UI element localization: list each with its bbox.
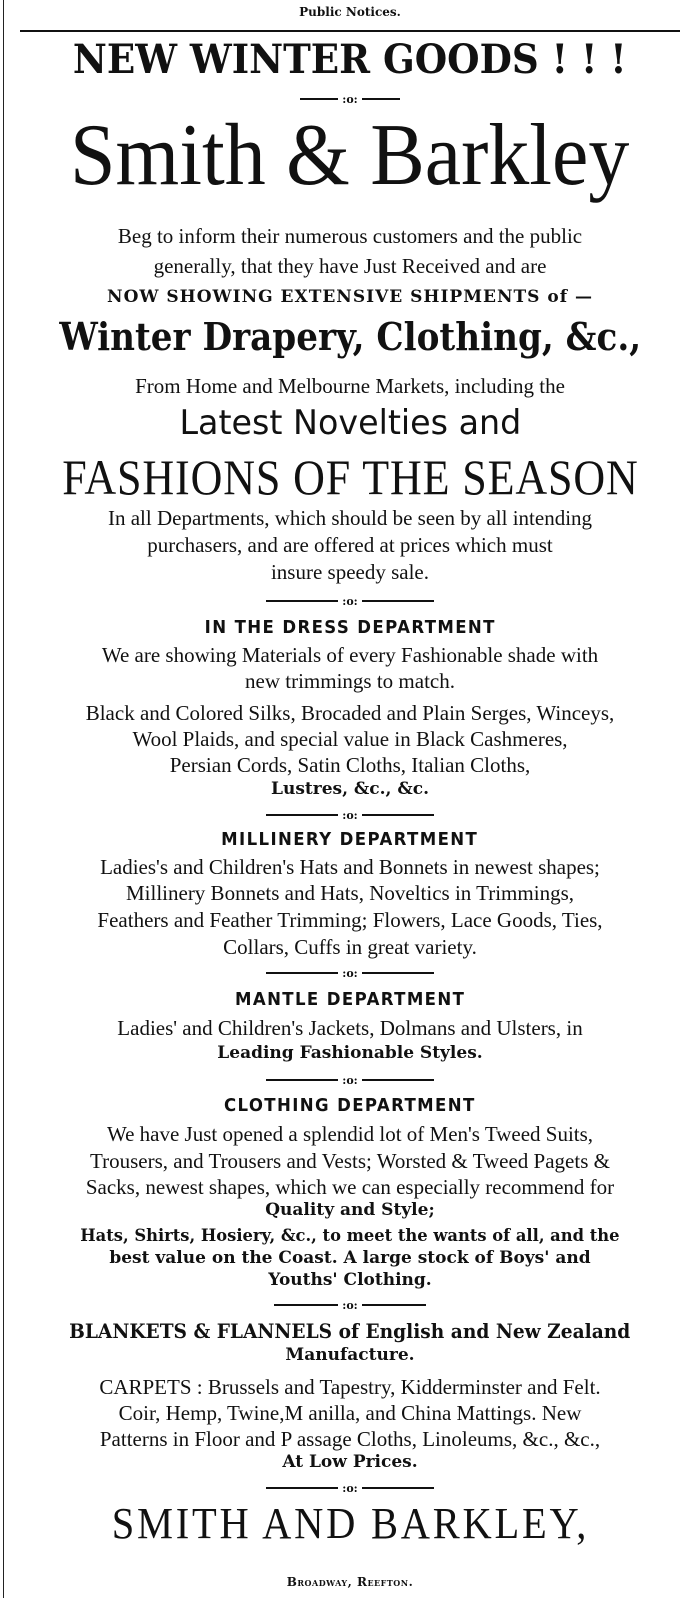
millinery-heading: MILLINERY DEPARTMENT (221, 829, 479, 850)
mantle-heading: MANTLE DEPARTMENT (234, 989, 466, 1010)
intro-line-3: NOW SHOWING EXTENSIVE SHIPMENTS of — (107, 287, 593, 307)
dress-line: We are showing Materials of every Fashionable shade with (101, 643, 599, 667)
blankets-line: BLANKETS & FLANNELS of English and New Zealand (69, 1319, 631, 1343)
column-border (3, 0, 4, 1598)
carpets-line: CARPETS : Brussels and Tapestry, Kidderminster and Felt. (99, 1375, 601, 1399)
source-line: From Home and Melbourne Markets, including the (135, 374, 565, 398)
dress-line: new trimmings to match. (245, 669, 455, 693)
clothing-heading-row (6, 1097, 694, 1115)
clothing-line-bold-row (6, 1250, 694, 1267)
millinery-line: Ladies's and Children's Hats and Bonnets in newest shapes; (100, 855, 600, 879)
intro-line-2: generally, that they have Just Received and are (153, 254, 547, 278)
clothing-line: Trousers, and Trousers and Vests; Worsted & Tweed Pagets & (90, 1149, 610, 1173)
firm-name: Smith & Barkley (70, 107, 630, 204)
fashions-line: FASHIONS OF THE SEASON (61, 449, 639, 505)
carpets-bold-row (6, 1454, 694, 1471)
separator: :o: (6, 966, 694, 980)
carpets-line: At Low Prices. (282, 1452, 418, 1472)
blankets-row (6, 1321, 694, 1342)
section-label: Public Notices. (299, 5, 401, 19)
dress-line-bold-row (6, 781, 694, 798)
carpets-line: Patterns in Floor and P assage Cloths, Linoleums, &c., &c., (99, 1427, 601, 1451)
mantle-heading-row (6, 991, 694, 1009)
separator: :o: (6, 594, 694, 608)
footer-address-row (6, 1574, 694, 1590)
clothing-line: We have Just opened a splendid lot of Men's Tweed Suits, (106, 1122, 594, 1146)
millinery-line: Collars, Cuffs in great variety. (223, 935, 477, 959)
clothing-line-bold-row (6, 1202, 694, 1219)
header-rule (20, 30, 680, 32)
mantle-line-bold-row (6, 1045, 694, 1062)
novelties-line: Latest Novelties and (179, 403, 521, 443)
headline: NEW WINTER GOODS ! ! ! (73, 36, 627, 83)
novelties-row (6, 403, 694, 443)
blankets-row (6, 1347, 694, 1364)
invite-line-1: In all Departments, which should be seen by all intending (107, 506, 593, 530)
invite-line-2: purchasers, and are offered at prices which must (147, 533, 553, 557)
clothing-line: Youths' Clothing. (268, 1270, 432, 1290)
separator: :o: (6, 1298, 694, 1312)
dress-heading: IN THE DRESS DEPARTMENT (204, 617, 496, 638)
clothing-line: Sacks, newest shapes, which we can especially recommend for (85, 1175, 615, 1199)
millinery-line: Feathers and Feather Trimming; Flowers, Lace Goods, Ties, (97, 908, 603, 932)
fashions-row (6, 449, 694, 505)
footer-firm: SMITH AND BARKLEY, (111, 1499, 589, 1548)
dress-line: Persian Cords, Satin Cloths, Italian Cloths, (169, 753, 531, 777)
feature-line: Winter Drapery, Clothing, &c., (59, 314, 641, 359)
intro-line-3-row (6, 289, 694, 306)
mantle-line: Ladies' and Children's Jackets, Dolmans and Ulsters, in (117, 1016, 583, 1040)
footer-address: Broadway, Reefton. (286, 1575, 414, 1589)
millinery-line: Millinery Bonnets and Hats, Noveltics in Trimmings, (125, 881, 574, 905)
clothing-line-bold-row (6, 1272, 694, 1289)
carpets-line: Coir, Hemp, Twine,M anilla, and China Mattings. New (118, 1401, 582, 1425)
dress-line: Wool Plaids, and special value in Black Cashmeres, (132, 727, 568, 751)
clothing-line: Hats, Shirts, Hosiery, &c., to meet the wants of all, and the (80, 1226, 620, 1246)
separator: :o: (6, 808, 694, 822)
firm-name-row (6, 107, 694, 204)
headline-row (6, 36, 694, 86)
mantle-line: Leading Fashionable Styles. (217, 1043, 483, 1063)
intro-line-1: Beg to inform their numerous customers and the public (117, 224, 583, 248)
clothing-line: best value on the Coast. A large stock of Boys' and (109, 1248, 591, 1268)
separator: :o: (6, 1073, 694, 1087)
dress-heading-row (6, 619, 694, 637)
dress-line: Lustres, &c., &c. (271, 779, 429, 799)
separator: :o: (6, 1481, 694, 1495)
footer-firm-row (6, 1499, 694, 1548)
dress-line: Black and Colored Silks, Brocaded and Plain Serges, Winceys, (85, 701, 615, 725)
clothing-heading: CLOTHING DEPARTMENT (224, 1095, 476, 1116)
millinery-heading-row (6, 831, 694, 849)
separator: :o: (6, 92, 694, 106)
invite-line-3: insure speedy sale. (270, 560, 430, 584)
clothing-line: Quality and Style; (265, 1200, 435, 1220)
blankets-line: Manufacture. (285, 1345, 415, 1365)
clothing-line-bold-row (6, 1228, 694, 1245)
feature-row (6, 314, 694, 364)
